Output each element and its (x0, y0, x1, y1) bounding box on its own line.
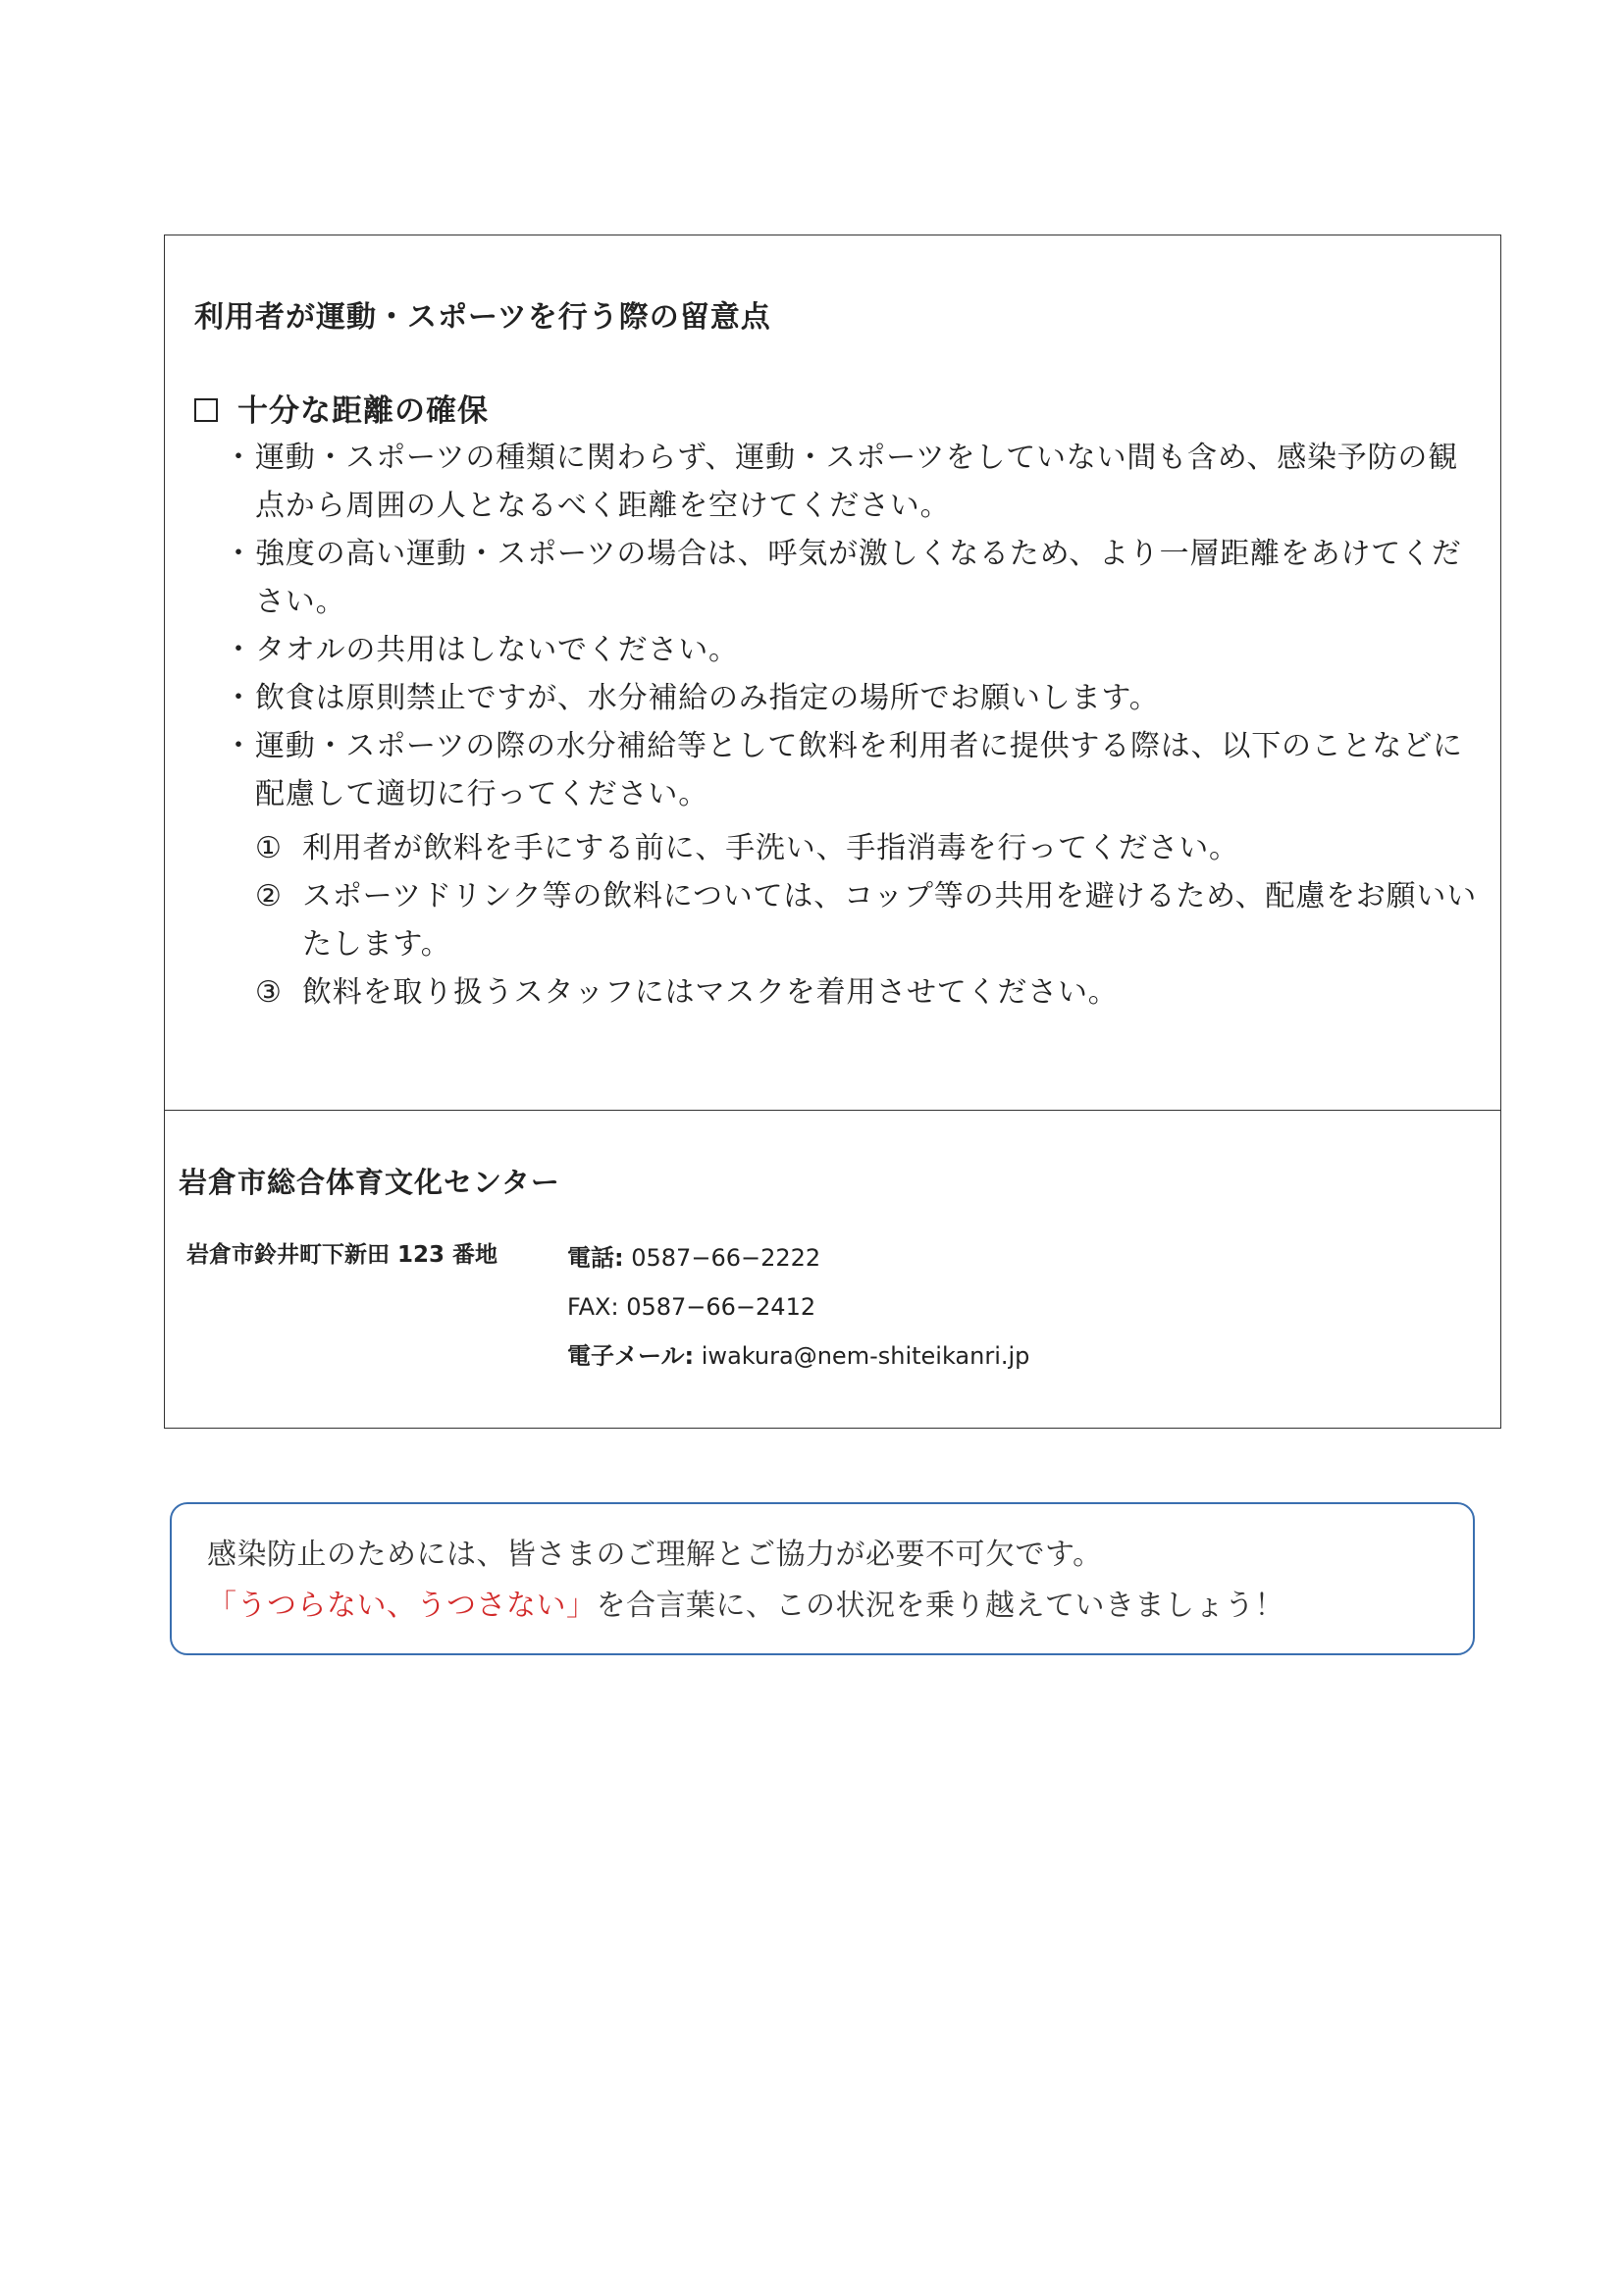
bullet-mark: ・ (224, 537, 254, 571)
notice-box (170, 1502, 1475, 1655)
list-item (224, 530, 1480, 626)
list-item (224, 674, 1480, 722)
fax-number: 0587−66−2412 (626, 1293, 816, 1321)
phone-label: 電話: (567, 1244, 624, 1272)
numbered-text: 飲料を取り扱うスタッフにはマスクを着用させてください。 (302, 975, 1119, 1010)
bullet-text: タオルの共用はしないでください。 (255, 633, 739, 667)
bullet-mark: ・ (224, 729, 254, 763)
guidelines-box (164, 235, 1501, 1429)
bullet-text: 強度の高い運動・スポーツの場合は、呼気が激しくなるため、より一層距離をあけてください。 (255, 537, 1462, 619)
list-item (255, 968, 1482, 1017)
email-line (567, 1331, 1029, 1381)
page-title: 利用者が運動・スポーツを行う際の留意点 (194, 300, 771, 335)
notice-line-2-text: を合言葉に、この状況を乗り越えていきましょう！ (596, 1589, 1284, 1623)
fax-label: FAX: (567, 1293, 619, 1321)
contact-info (567, 1233, 1029, 1381)
email-label: 電子メール: (567, 1342, 695, 1370)
fax-line (567, 1282, 1029, 1331)
organization-address: 岩倉市鈴井町下新田 123 番地 (186, 1242, 498, 1268)
numbered-list (255, 824, 1482, 1017)
phone-number: 0587−66−2222 (631, 1244, 821, 1272)
slogan-text: 「うつらない、うつさない」 (207, 1589, 597, 1623)
number-mark: ① (255, 831, 283, 865)
bullet-text: 運動・スポーツの種類に関わらず、運動・スポーツをしていない間も含め、感染予防の観点から周囲の人となるべく距離を空けてください。 (255, 441, 1458, 523)
section-heading-text: 十分な距離の確保 (237, 393, 489, 429)
bullet-text: 運動・スポーツの際の水分補給等として飲料を利用者に提供する際は、以下のことなどに配慮して適切に行ってください。 (255, 729, 1463, 811)
phone-line (567, 1233, 1029, 1282)
list-item (224, 626, 1480, 674)
list-item (224, 434, 1480, 530)
section-divider (165, 1110, 1500, 1111)
bullet-mark: ・ (224, 441, 254, 475)
email-address: iwakura@nem-shiteikanri.jp (701, 1342, 1030, 1370)
bullet-text: 飲食は原則禁止ですが、水分補給のみ指定の場所でお願いします。 (255, 681, 1160, 715)
notice-line-2 (207, 1581, 1284, 1624)
bullet-list (224, 434, 1480, 818)
bullet-mark: ・ (224, 681, 254, 715)
list-item (255, 824, 1482, 872)
checkbox-icon (194, 398, 218, 422)
numbered-text: スポーツドリンク等の飲料については、コップ等の共用を避けるため、配慮をお願いいたします。 (302, 879, 1477, 962)
number-mark: ③ (255, 975, 283, 1010)
list-item (255, 872, 1482, 968)
number-mark: ② (255, 879, 283, 913)
notice-line-1: 感染防止のためには、皆さまのご理解とご協力が必要不可欠です。 (207, 1538, 1103, 1572)
list-item (224, 722, 1480, 818)
numbered-text: 利用者が飲料を手にする前に、手洗い、手指消毒を行ってください。 (302, 831, 1239, 865)
section-heading (194, 386, 489, 430)
bullet-mark: ・ (224, 633, 254, 667)
organization-name: 岩倉市総合体育文化センター (179, 1166, 560, 1199)
